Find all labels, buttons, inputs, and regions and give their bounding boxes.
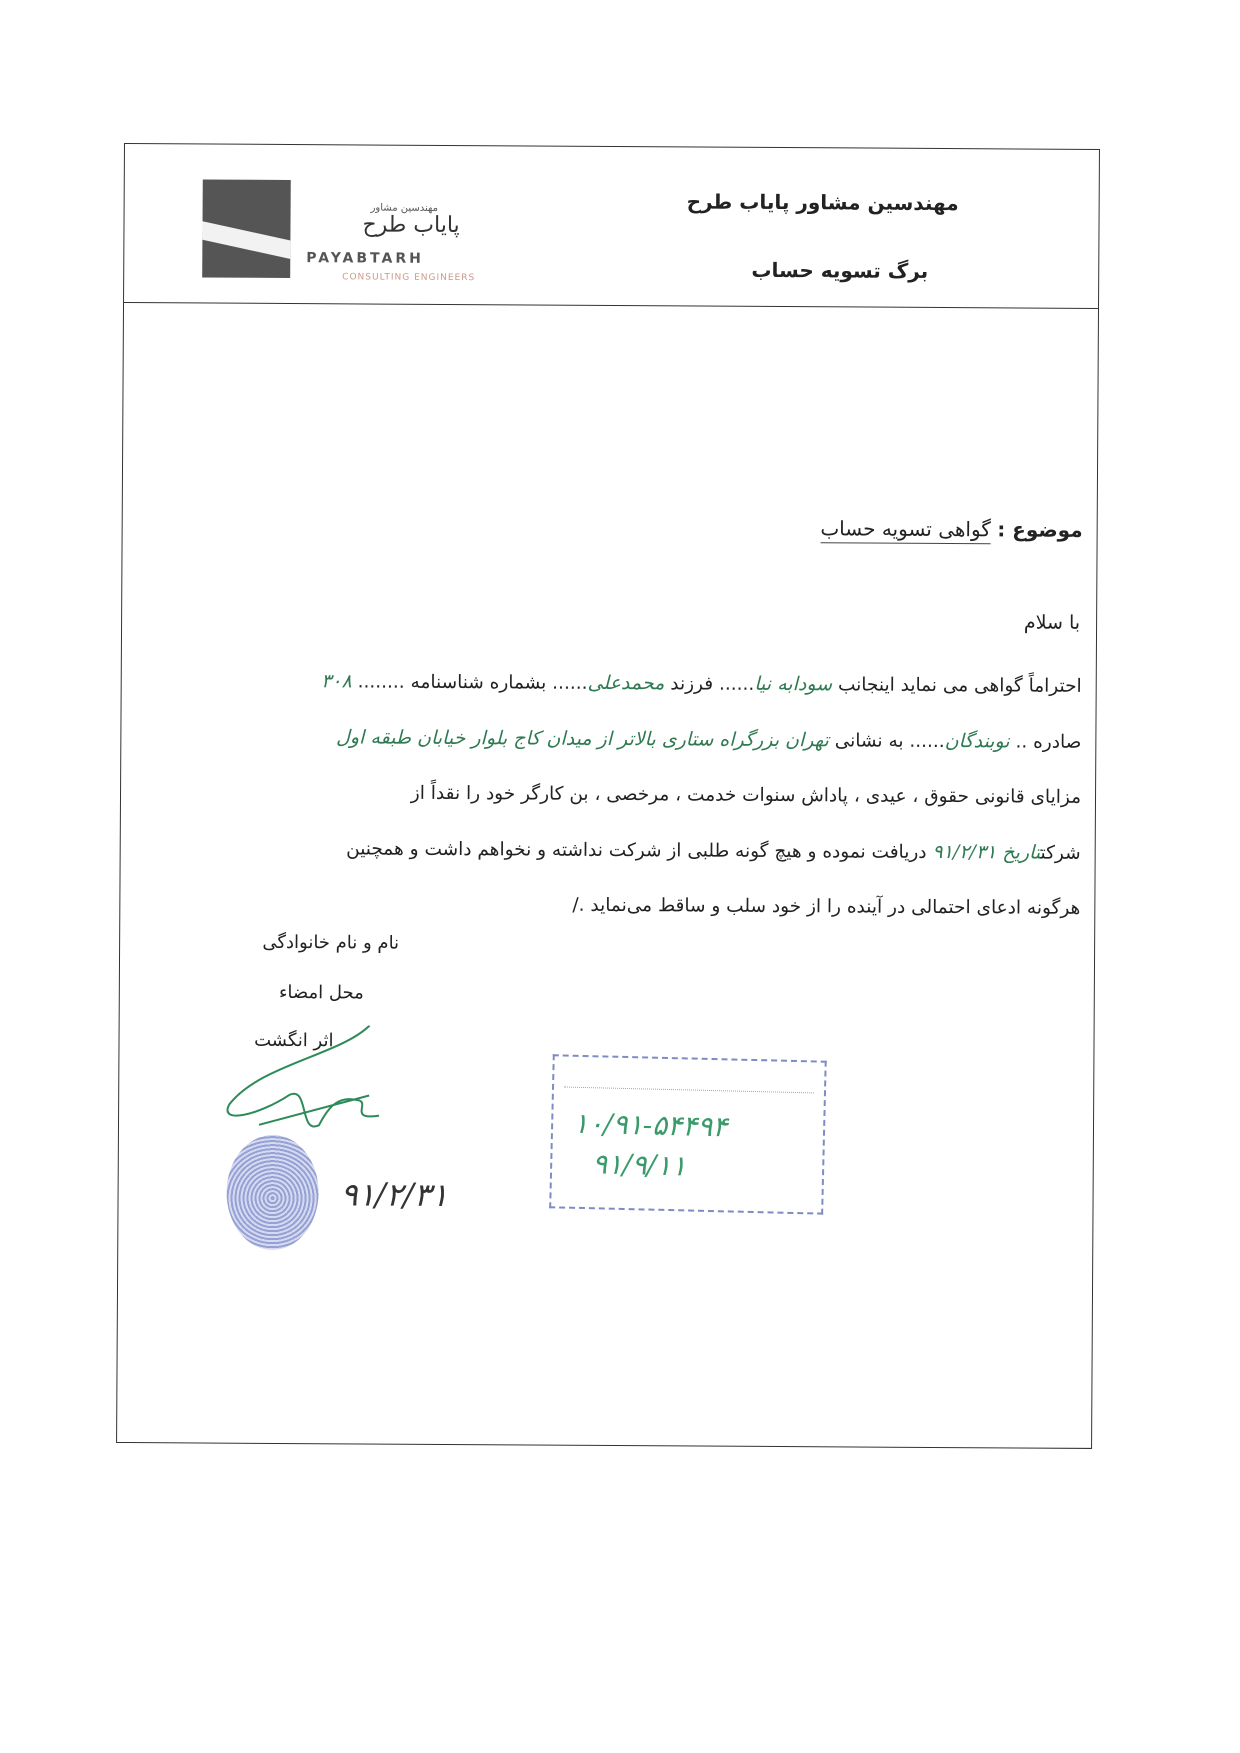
handwritten-place: نوبندگان bbox=[944, 730, 1010, 753]
logo-en-sub: CONSULTING ENGINEERS bbox=[342, 272, 476, 284]
stamp-date: ۹۱/۹/۱۱ bbox=[591, 1147, 687, 1183]
fingerprint-icon bbox=[226, 1135, 319, 1251]
address-label: به نشانی bbox=[834, 730, 904, 752]
letter-body bbox=[120, 669, 1082, 953]
handwritten-father: محمدعلی bbox=[587, 671, 665, 695]
sign-label: محل امضاء bbox=[278, 981, 364, 1004]
company-title: مهندسین مشاور پایاب طرح bbox=[686, 189, 959, 216]
handwritten-address: تهران بزرگراه ستاری بالاتر از میدان کاج بلوار خیابان طبقه اول bbox=[336, 726, 829, 752]
signature-date: ۹۱/۲/۳۱ bbox=[340, 1175, 449, 1214]
handwritten-name: سودابه نیا bbox=[754, 672, 833, 696]
handwritten-date: تاریخ ۹۱/۲/۳۱ bbox=[932, 840, 1041, 864]
logo-en: PAYABTARH bbox=[306, 250, 424, 267]
greeting: با سلام bbox=[1023, 611, 1081, 634]
finger-label: اثر انگشت bbox=[254, 1029, 334, 1052]
stamp-header bbox=[564, 1065, 814, 1094]
intro-text: احتراماً گواهی می نماید اینجانب bbox=[837, 674, 1082, 697]
body-line-2: صادره .. نوبندگان...... به نشانی تهران بزرگراه ستاری بالاتر از میدان کاج بلوار خیابان طبقه اول bbox=[336, 726, 1082, 753]
subject-label: موضوع : bbox=[997, 517, 1083, 542]
handwritten-signature-icon bbox=[219, 1025, 400, 1146]
form-frame bbox=[116, 143, 1100, 1449]
subject-line bbox=[820, 516, 1082, 542]
line4-text: دریافت نموده و هیچ گونه طلبی از شرکت نداشته و نخواهم داشت و همچنین bbox=[346, 838, 927, 863]
registration-stamp bbox=[549, 1054, 827, 1214]
body-line-1: احتراماً گواهی می نماید اینجانب سودابه نیا...... فرزند محمدعلی...... بشماره شناسنامه ........ ۳۰۸ bbox=[321, 670, 1082, 697]
body-line-5: هرگونه ادعای احتمالی در آینده را از خود سلب و ساقط می‌نماید ./ bbox=[572, 894, 1081, 919]
logo-mark-icon bbox=[202, 179, 291, 278]
company-logo bbox=[202, 179, 503, 291]
name-label: نام و نام خانوادگی bbox=[262, 931, 400, 954]
form-title: برگ تسویه حساب bbox=[751, 257, 929, 283]
issued-label: صادره bbox=[1033, 731, 1082, 753]
son-label: فرزند bbox=[670, 673, 714, 695]
logo-fa: پایاب طرح bbox=[362, 212, 460, 239]
body-line-3: مزایای قانونی حقوق ، عیدی ، پاداش سنوات خدمت ، مرخصی ، بن کارگر خود را نقداً از bbox=[410, 782, 1082, 808]
handwritten-idno: ۳۰۸ bbox=[321, 670, 352, 693]
body-line-4 bbox=[121, 836, 1081, 864]
company-label: شرکت bbox=[1040, 842, 1081, 864]
stamp-number: ۱۰/۹۱-۵۴۴۹۴ bbox=[572, 1106, 728, 1144]
subject-value: گواهی تسویه حساب bbox=[820, 516, 991, 544]
idno-label: بشماره شناسنامه bbox=[410, 671, 547, 694]
form-header bbox=[124, 144, 1099, 309]
logo-fa-small: مهندسین مشاور bbox=[370, 202, 439, 214]
